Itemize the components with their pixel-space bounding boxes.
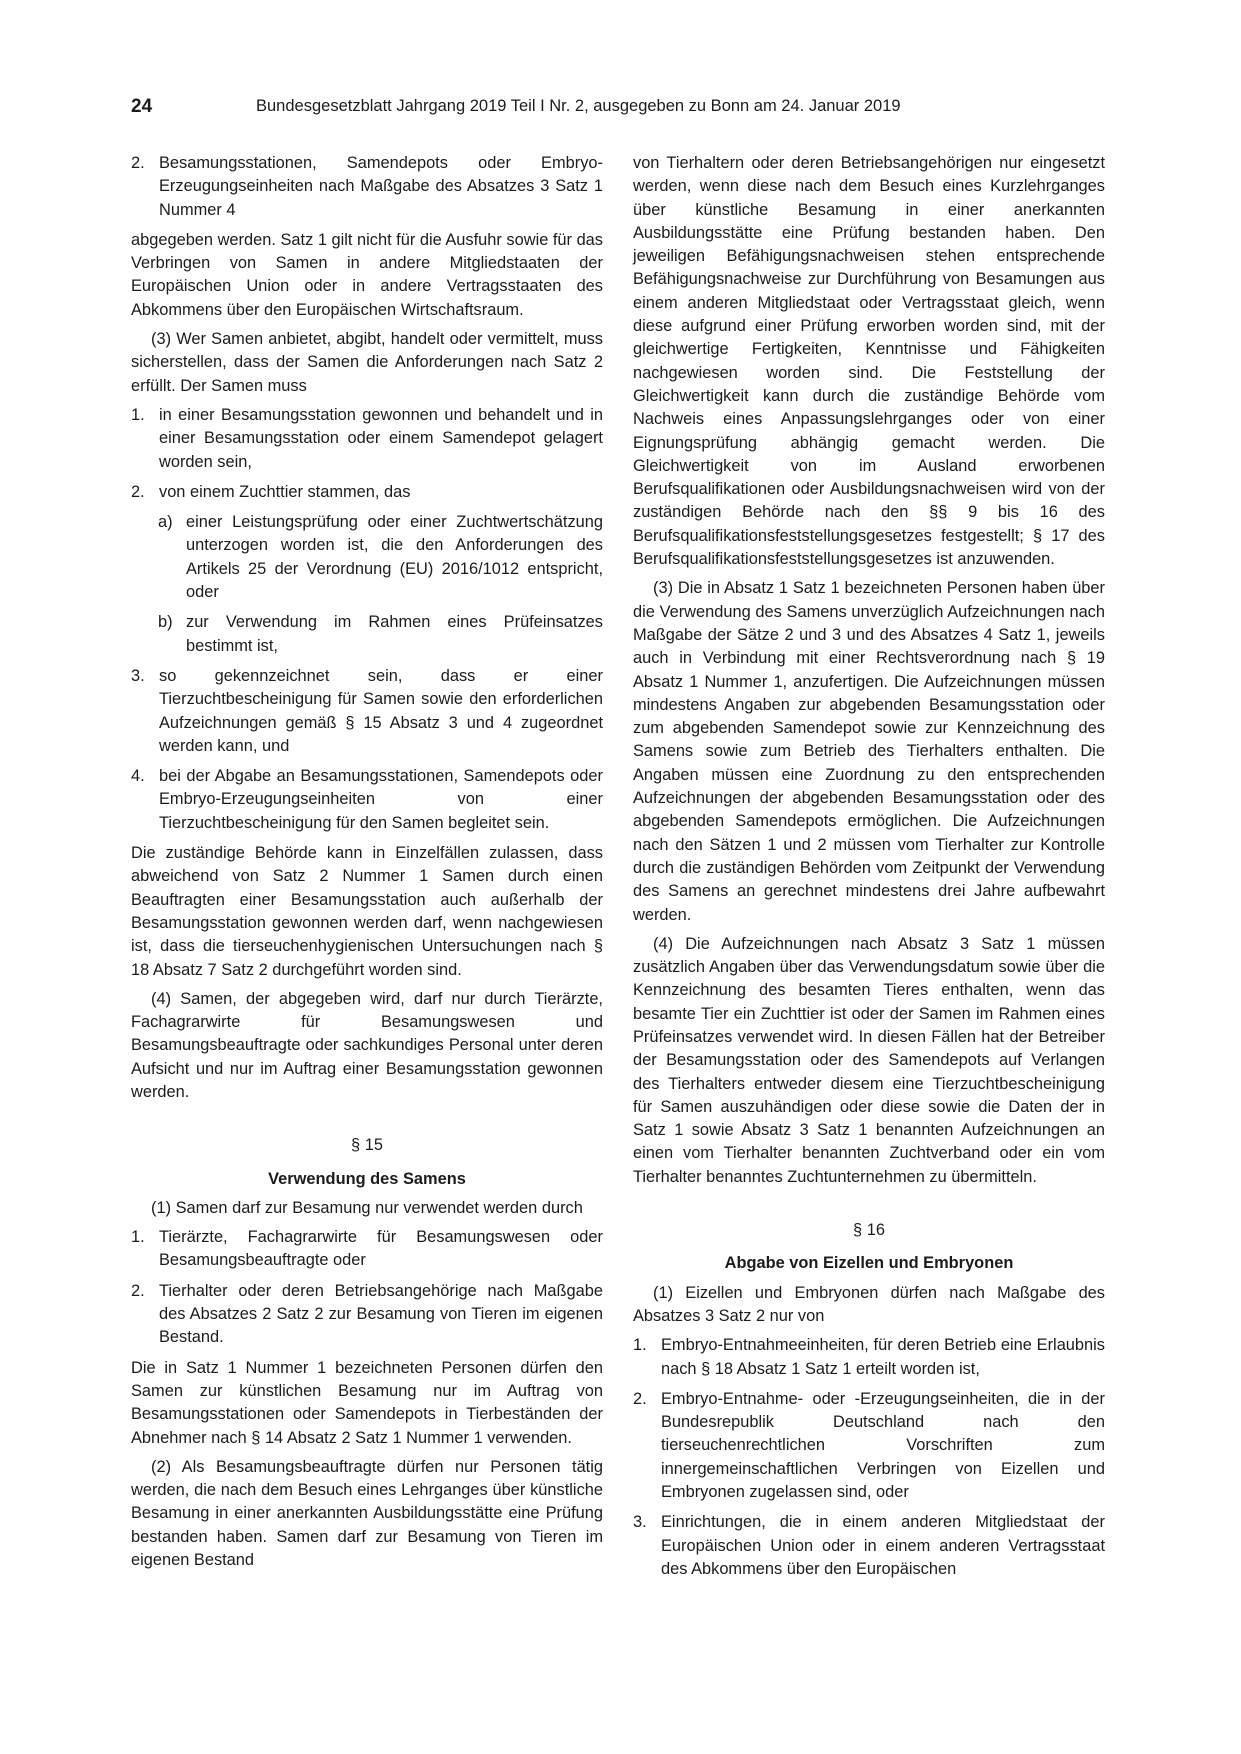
list-item bbox=[633, 1334, 1105, 1381]
item-number: 4. bbox=[131, 767, 145, 786]
item-number: a) bbox=[158, 513, 173, 532]
right-column bbox=[633, 152, 1105, 1588]
paragraph: (4) Samen, der abgegeben wird, darf nur durch Tierärzte, Fachagrarwirte für Besamungswesen und Besamungsbeauftragte oder sachkundiges Personal unter deren Aufsicht und nur im Auftrag einer Besamungsstation gewonnen werden. bbox=[131, 989, 603, 1101]
page-header bbox=[131, 96, 1111, 126]
item-number: 1. bbox=[633, 1336, 647, 1355]
item-text: zur Verwendung im Rahmen eines Prüfeinsatzes bestimmt ist, bbox=[186, 613, 603, 655]
section-title: Abgabe von Eizellen und Embryonen bbox=[724, 1254, 1014, 1273]
item-text: einer Leistungsprüfung oder einer Zuchtwertschätzung unterzogen worden ist, die den Anforderungen des Artikels 25 der Verordnung (EU) 2016/1012 entspricht, oder bbox=[186, 513, 603, 602]
paragraph: Die in Satz 1 Nummer 1 bezeichneten Personen dürfen den Samen zur künstlichen Besamung nur im Auftrag von Besamungsstationen oder Samendepots in Tierbeständen der Abnehmer nach § 14 Absatz 2 Satz 1 Nummer 1 verwenden. bbox=[131, 1358, 603, 1447]
list-item bbox=[131, 765, 603, 835]
sub-list-item bbox=[131, 511, 603, 604]
list-item bbox=[131, 404, 603, 474]
item-number: 2. bbox=[131, 482, 145, 501]
item-number: b) bbox=[158, 613, 173, 632]
item-text: Einrichtungen, die in einem anderen Mitgliedstaat der Europäischen Union oder in einem anderen Vertragsstaat des Abkommens über den Europäischen bbox=[661, 1513, 1105, 1578]
item-text: Embryo-Entnahme- oder -Erzeugungseinheiten, die in der Bundesrepublik Deutschland nach den tierseuchenrechtlichen Vorschriften zum innergemeinschaftlichen Verbringen von Eizellen und Embryonen zugelassen sind, oder bbox=[661, 1389, 1105, 1502]
paragraph: abgegeben werden. Satz 1 gilt nicht für die Ausfuhr sowie für das Verbringen von Samen in andere Mitgliedstaaten der Europäischen Union oder in andere Vertragsstaaten des Abkommens über den Europäischen Wirtschaftsraum. bbox=[131, 230, 603, 319]
list-item bbox=[131, 152, 603, 222]
list-item bbox=[633, 1511, 1105, 1581]
paragraph: (3) Die in Absatz 1 Satz 1 bezeichneten Personen haben über die Verwendung des Samens unverzüglich Aufzeichnungen nach Maßgabe der Sätze 2 und 3 und des Absatzes 4 Satz 1, jeweils auch in Verbindung mit einer Rechtsverordnung nach § 19 Absatz 1 Nummer 1, anzufertigen. Die Aufzeichnungen müssen mindestens Angaben zur abgebenden Besamungsstation oder zum abgebenden Samendepot sowie zur Kennzeichnung des Samens sowie zum Betrieb des Tierhalters enthalten. Die Angaben müssen eine Zuordnung zu den entsprechenden Aufzeichnungen der abgebenden Besamungsstation oder des abgebenden Samendepots ermöglichen. Die Aufzeichnungen nach den Sätzen 1 und 2 müssen vom Tierhalter zur Kontrolle durch die zuständigen Behörden vom Zeitpunkt der Verwendung des Samens an gerechnet mindestens drei Jahre aufbewahrt werden. bbox=[633, 579, 1105, 924]
item-number: 1. bbox=[131, 405, 145, 424]
section-title: Verwendung des Samens bbox=[268, 1169, 466, 1188]
list-item bbox=[131, 1280, 603, 1350]
page-number: 24 bbox=[131, 96, 153, 117]
item-text: so gekennzeichnet sein, dass er einer Tierzuchtbescheinigung für Samen sowie den erforderlichen Aufzeichnungen gemäß § 15 Absatz 3 und 4 zugeordnet werden kann, und bbox=[159, 666, 603, 755]
paragraph: (3) Wer Samen anbietet, abgibt, handelt oder vermittelt, muss sicherstellen, dass der Samen die Anforderungen nach Satz 2 erfüllt. Der Samen muss bbox=[131, 330, 603, 395]
list-item bbox=[633, 1388, 1105, 1504]
item-number: 3. bbox=[131, 666, 145, 685]
list-item bbox=[131, 665, 603, 758]
paragraph: (2) Als Besamungsbeauftragte dürfen nur Personen tätig werden, die nach dem Besuch eines Lehrganges über künstliche Besamung in einer anerkannten Ausbildungsstätte eine Prüfung bestanden haben. Samen darf zur Besamung von Tieren im eigenen Bestand bbox=[131, 1457, 603, 1570]
item-number: 2. bbox=[131, 1281, 145, 1300]
paragraph: (4) Die Aufzeichnungen nach Absatz 3 Satz 1 müssen zusätzlich Angaben über das Verwendungsdatum sowie über die Kennzeichnung des besamten Tieres enthalten, wenn das besamte Tier ein Zuchttier ist oder der Samen im Rahmen eines Prüfeinsatzes verwendet wird. In diesen Fällen hat der Betreiber der Besamungsstation oder des Samendepots auf Verlangen des Tierhalters entweder diesem eine Tierzuchtbescheinigung für Samen auszuhändigen oder diese sowie die Daten der in Satz 1 sowie Absatz 3 Satz 1 benannten Aufzeichnungen an einen vom Tierhalter benannten Zuchtverband oder ein vom Tierhalter benanntes Zuchtunternehmen zu übermitteln. bbox=[633, 934, 1105, 1186]
item-text: in einer Besamungsstation gewonnen und behandelt und in einer Besamungsstation oder einem Samendepot gelagert worden sein, bbox=[159, 405, 603, 471]
section-number: § 15 bbox=[351, 1136, 383, 1155]
item-text: bei der Abgabe an Besamungsstationen, Samendepots oder Embryo-Erzeugungseinheiten von einer Tierzuchtbescheinigung für den Samen begleitet sein. bbox=[159, 767, 603, 832]
item-text: Tierärzte, Fachagrarwirte für Besamungswesen oder Besamungsbeauftragte oder bbox=[159, 1228, 603, 1270]
left-column bbox=[131, 152, 603, 1578]
item-text: Besamungsstationen, Samendepots oder Embryo-Erzeugungseinheiten nach Maßgabe des Absatzes 3 Satz 1 Nummer 4 bbox=[159, 154, 603, 219]
item-number: 2. bbox=[131, 154, 145, 172]
list-item bbox=[131, 481, 603, 504]
item-text: Tierhalter oder deren Betriebsangehörige nach Maßgabe des Absatzes 2 Satz 2 zur Besamung von Tieren im eigenen Bestand. bbox=[159, 1281, 603, 1347]
paragraph: (1) Eizellen und Embryonen dürfen nach Maßgabe des Absatzes 3 Satz 2 nur von bbox=[633, 1283, 1105, 1325]
sub-list-item bbox=[131, 611, 603, 658]
section-number: § 16 bbox=[853, 1221, 885, 1240]
item-text: von einem Zuchttier stammen, das bbox=[159, 482, 411, 501]
item-number: 1. bbox=[131, 1228, 145, 1247]
running-head: Bundesgesetzblatt Jahrgang 2019 Teil I Nr. 2, ausgegeben zu Bonn am 24. Januar 2019 bbox=[256, 97, 901, 115]
item-number: 3. bbox=[633, 1513, 647, 1532]
item-text: Embryo-Entnahmeeinheiten, für deren Betrieb eine Erlaubnis nach § 18 Absatz 1 Satz 1 erteilt worden ist, bbox=[661, 1336, 1105, 1378]
item-number: 2. bbox=[633, 1389, 647, 1408]
list-item bbox=[131, 1226, 603, 1273]
paragraph: Die zuständige Behörde kann in Einzelfällen zulassen, dass abweichend von Satz 2 Nummer 1 Samen durch einen Beauftragten einer Besamungsstation auch außerhalb der Besamungsstation gewonnen werden darf, wenn nachgewiesen ist, dass die tierseuchenhygienischen Untersuchungen nach § 18 Absatz 7 Satz 2 durchgeführt worden sind. bbox=[131, 844, 603, 979]
paragraph: (1) Samen darf zur Besamung nur verwendet werden durch bbox=[151, 1198, 583, 1217]
paragraph: von Tierhaltern oder deren Betriebsangehörigen nur eingesetzt werden, wenn diese nach dem Besuch eines Kurzlehrganges über künstliche Besamung in einer anerkannten Ausbildungsstätte eine Prüfung bestanden haben. Den jeweiligen Befähigungsnachweisen stehen entsprechende Befähigungsnachweise zur Durchführung von Besamungen aus einem anderen Mitgliedstaat oder Vertragsstaat gleich, wenn diese aufgrund einer Prüfung erworben worden sind, mit der gleichwertige Fertigkeiten, Kenntnisse und Fähigkeiten nachgewiesen worden sind. Die Feststellung der Gleichwertigkeit kann durch die zuständige Behörde vom Nachweis eines Anpassungslehrganges oder von einer Eignungsprüfung abhängig gemacht werden. Die Gleichwertigkeit von im Ausland erworbenen Berufsqualifikationen oder Ausbildungsnachweisen wird von der zuständigen Behörde nach den §§ 9 bis 16 des Berufsqualifikationsfeststellungsgesetzes festgestellt; § 17 des Berufsqualifikationsfeststellungsgesetzes ist anzuwenden. bbox=[633, 154, 1105, 569]
